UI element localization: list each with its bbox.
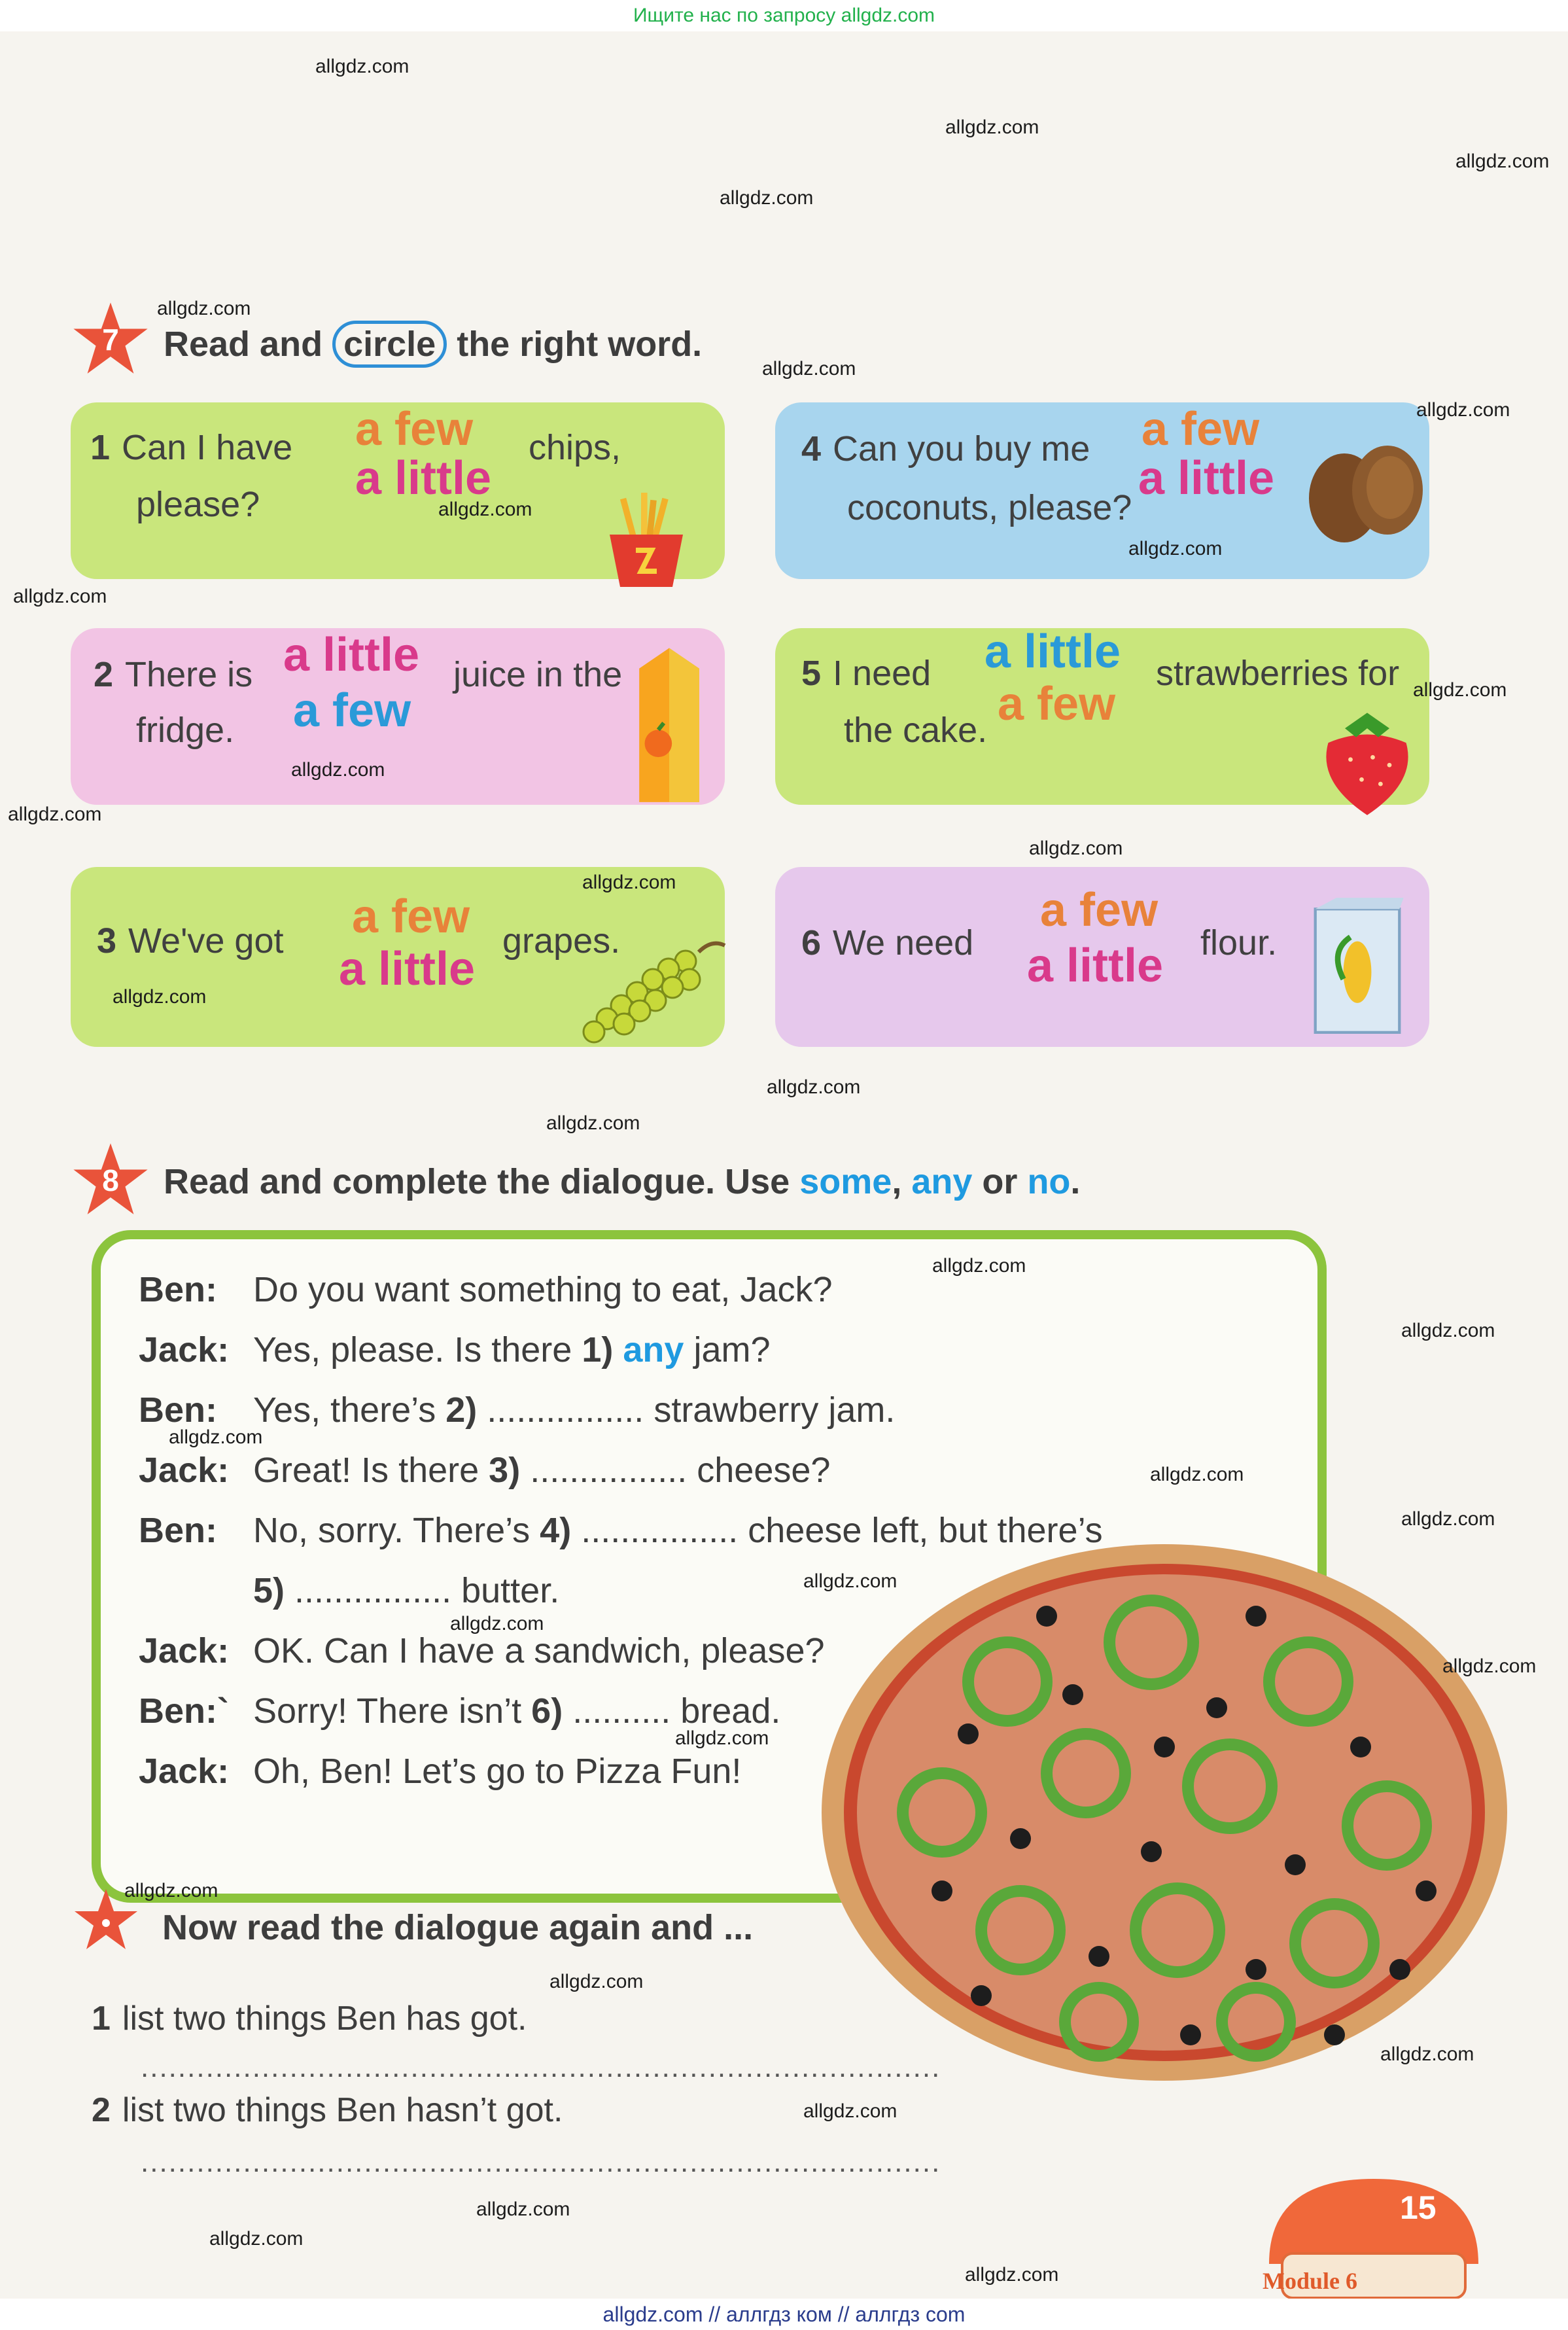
title-text: , <box>892 1162 902 1201</box>
line-text: cheese left, but there’s <box>748 1511 1103 1550</box>
watermark: allgdz.com <box>1413 679 1507 701</box>
watermark: allgdz.com <box>803 2100 897 2122</box>
item-text: I need <box>833 654 932 693</box>
line-text: Sorry! There isn’t <box>253 1691 522 1731</box>
watermark: allgdz.com <box>803 1570 897 1592</box>
option-a-few[interactable]: a few <box>355 403 474 455</box>
card-6-text <box>801 923 973 963</box>
card-1-text <box>90 427 292 468</box>
answer-blank[interactable]: .......... <box>572 1691 671 1731</box>
watermark: allgdz.com <box>767 1076 861 1098</box>
exercise-8-star-icon <box>72 1142 149 1219</box>
speaker: Jack: <box>139 1631 230 1670</box>
pizza-image <box>811 1538 1518 2087</box>
dialogue-line-6 <box>139 1570 858 1616</box>
watermark: allgdz.com <box>1029 838 1123 859</box>
line-text: OK. Can I have a sandwich, please? <box>253 1631 825 1670</box>
page-number: 15 <box>1400 2189 1437 2226</box>
option-a-little[interactable]: a little <box>355 452 492 504</box>
speaker: Ben: <box>139 1270 217 1309</box>
word-some: some <box>799 1162 892 1201</box>
task-item-2 <box>92 2091 563 2130</box>
blank-number: 5) <box>253 1571 285 1610</box>
line-text: Do you want something to eat, Jack? <box>253 1270 833 1309</box>
card-6-post: flour. <box>1200 923 1278 962</box>
strawberry-icon <box>1312 703 1423 821</box>
card-2 <box>71 628 725 805</box>
exercise-8-title <box>164 1161 1080 1202</box>
watermark: allgdz.com <box>945 116 1039 138</box>
line-text: cheese? <box>697 1451 831 1490</box>
word-any: any <box>911 1162 973 1201</box>
watermark: allgdz.com <box>720 187 814 209</box>
watermark: allgdz.com <box>8 803 102 825</box>
option-a-few[interactable]: a few <box>293 684 411 737</box>
watermark: allgdz.com <box>1401 1508 1495 1530</box>
exercise-7-star-icon <box>72 301 149 378</box>
blank-number: 2) <box>445 1390 478 1430</box>
card-4-text <box>801 429 1090 469</box>
card-4-line2: coconuts, please? <box>847 488 1132 527</box>
line-text: butter. <box>461 1571 560 1610</box>
watermark: allgdz.com <box>546 1112 640 1134</box>
watermark: allgdz.com <box>438 499 532 520</box>
item-text: list two things Ben has got. <box>122 2000 527 2038</box>
card-6 <box>775 867 1429 1047</box>
bottom-banner[interactable]: allgdz.com // аллгдз ком // аллгдз com <box>0 2299 1568 2330</box>
watermark: allgdz.com <box>932 1255 1026 1277</box>
line-text: No, sorry. There’s <box>253 1511 531 1550</box>
module-label: Module 6 <box>1263 2268 1358 2294</box>
line-text: Yes, there’s <box>253 1390 436 1430</box>
card-5-post: strawberries for <box>1156 654 1400 693</box>
card-1-line2: please? <box>136 485 260 524</box>
watermark: allgdz.com <box>291 759 385 781</box>
card-3-post: grapes. <box>502 921 621 961</box>
dialogue-line-1 <box>139 1269 1251 1315</box>
watermark: allgdz.com <box>124 1880 218 1901</box>
card-2-line2: fridge. <box>136 711 235 750</box>
line-text: Great! Is there <box>253 1451 479 1490</box>
option-a-few[interactable]: a few <box>1040 884 1159 936</box>
watermark: allgdz.com <box>209 2228 304 2250</box>
item-number: 6 <box>801 923 822 962</box>
watermark: allgdz.com <box>549 1971 644 1992</box>
title-text: or <box>982 1162 1018 1201</box>
speaker: Ben:` <box>139 1691 229 1731</box>
speaker: Ben: <box>139 1511 217 1550</box>
dialogue-line-9 <box>139 1751 858 1797</box>
exercise-7-title <box>164 321 702 368</box>
watermark: allgdz.com <box>450 1613 544 1634</box>
dialogue-line-5 <box>139 1510 1251 1556</box>
line-text: Yes, please. Is there <box>253 1330 572 1369</box>
item-number: 4 <box>801 429 822 468</box>
item-text: Can I have <box>122 428 293 467</box>
flour-bag-icon <box>1308 893 1406 1037</box>
card-1-post: chips, <box>529 428 621 467</box>
card-1 <box>71 402 725 579</box>
watermark: allgdz.com <box>1455 150 1550 172</box>
line-text: jam? <box>693 1330 771 1369</box>
watermark: allgdz.com <box>157 298 251 319</box>
watermark: allgdz.com <box>1150 1464 1244 1485</box>
option-a-little[interactable]: a little <box>339 943 476 995</box>
word-no: no <box>1027 1162 1071 1201</box>
answer-blank[interactable]: ................ <box>294 1571 452 1610</box>
option-a-little[interactable]: a little <box>1027 940 1164 992</box>
watermark: allgdz.com <box>476 2198 570 2220</box>
card-3 <box>71 867 725 1047</box>
item-text: list two things Ben hasn’t got. <box>122 2091 563 2129</box>
dialogue-line-2 <box>139 1330 1251 1375</box>
speaker: Jack: <box>139 1330 230 1369</box>
answer-line-2[interactable]: ...................................................................................... <box>141 2146 941 2178</box>
speaker: Jack: <box>139 1752 230 1791</box>
answer-blank[interactable]: ................ <box>581 1511 739 1550</box>
item-number: 5 <box>801 654 822 693</box>
blank-number: 3) <box>489 1451 521 1490</box>
watermark: allgdz.com <box>582 872 676 893</box>
task-title: Now read the dialogue again and ... <box>162 1908 754 1947</box>
top-banner[interactable]: Ищите нас по запросу allgdz.com <box>0 0 1568 31</box>
item-number: 3 <box>97 921 117 961</box>
watermark: allgdz.com <box>1416 399 1510 421</box>
dialogue-line-3 <box>139 1390 1251 1436</box>
line-text: Oh, Ben! Let’s go to Pizza Fun! <box>253 1752 742 1791</box>
answer-blank[interactable]: any <box>623 1330 684 1369</box>
watermark: allgdz.com <box>13 586 107 607</box>
card-4 <box>775 402 1429 579</box>
item-text: There is <box>125 655 253 694</box>
card-2-text <box>94 654 253 695</box>
option-a-few[interactable]: a few <box>1141 403 1260 455</box>
watermark: allgdz.com <box>1380 2043 1474 2065</box>
item-text: We need <box>833 923 974 962</box>
card-5-text <box>801 653 931 694</box>
blank-number: 1) <box>582 1330 614 1369</box>
option-a-little[interactable]: a little <box>283 629 420 681</box>
speaker: Ben: <box>139 1390 217 1430</box>
card-5-line2: the cake. <box>844 711 988 750</box>
circle-word: circle <box>332 321 447 368</box>
item-number: 2 <box>94 655 114 694</box>
watermark: allgdz.com <box>965 2264 1059 2286</box>
answer-blank[interactable]: ................ <box>530 1451 688 1490</box>
option-a-little[interactable]: a little <box>984 626 1121 678</box>
option-a-little[interactable]: a little <box>1138 452 1275 504</box>
speaker: Jack: <box>139 1451 230 1490</box>
juice-carton-icon <box>627 641 712 805</box>
item-text: Can you buy me <box>833 429 1090 468</box>
answer-blank[interactable]: ................ <box>487 1390 644 1430</box>
title-text: . <box>1070 1162 1081 1201</box>
watermark: allgdz.com <box>762 358 856 380</box>
title-text: Read and complete the dialogue. Use <box>164 1162 790 1201</box>
grapes-icon <box>574 932 731 1050</box>
exercise-7-number: 7 <box>102 323 119 357</box>
title-text: the right word. <box>457 325 703 364</box>
title-text: Read and <box>164 325 323 364</box>
watermark: allgdz.com <box>675 1727 769 1749</box>
line-text: bread. <box>680 1691 781 1731</box>
watermark: allgdz.com <box>315 56 409 77</box>
watermark: allgdz.com <box>1401 1320 1495 1341</box>
item-number: 1 <box>92 2000 111 2038</box>
item-number: 1 <box>90 428 111 467</box>
coconuts-icon <box>1298 435 1429 546</box>
card-2-post: juice in the <box>453 655 623 694</box>
chips-icon <box>594 487 699 592</box>
blank-number: 4) <box>540 1511 572 1550</box>
watermark: allgdz.com <box>169 1426 263 1448</box>
line-text: strawberry jam. <box>653 1390 896 1430</box>
option-a-few[interactable]: a few <box>352 891 470 943</box>
watermark: allgdz.com <box>1442 1655 1537 1677</box>
card-3-text <box>97 921 283 961</box>
blank-number: 6) <box>531 1691 563 1731</box>
watermark: allgdz.com <box>1128 538 1223 559</box>
dialogue-line-7 <box>139 1631 989 1676</box>
card-5 <box>775 628 1429 805</box>
item-number: 2 <box>92 2091 111 2129</box>
dialogue-line-4 <box>139 1450 1251 1496</box>
option-a-few[interactable]: a few <box>998 678 1116 730</box>
answer-line-1[interactable]: ...................................................................................... <box>141 2051 941 2083</box>
item-text: We've got <box>128 921 284 961</box>
exercise-8-number: 8 <box>102 1163 119 1197</box>
task-item-1 <box>92 1999 527 2038</box>
watermark: allgdz.com <box>113 986 207 1008</box>
